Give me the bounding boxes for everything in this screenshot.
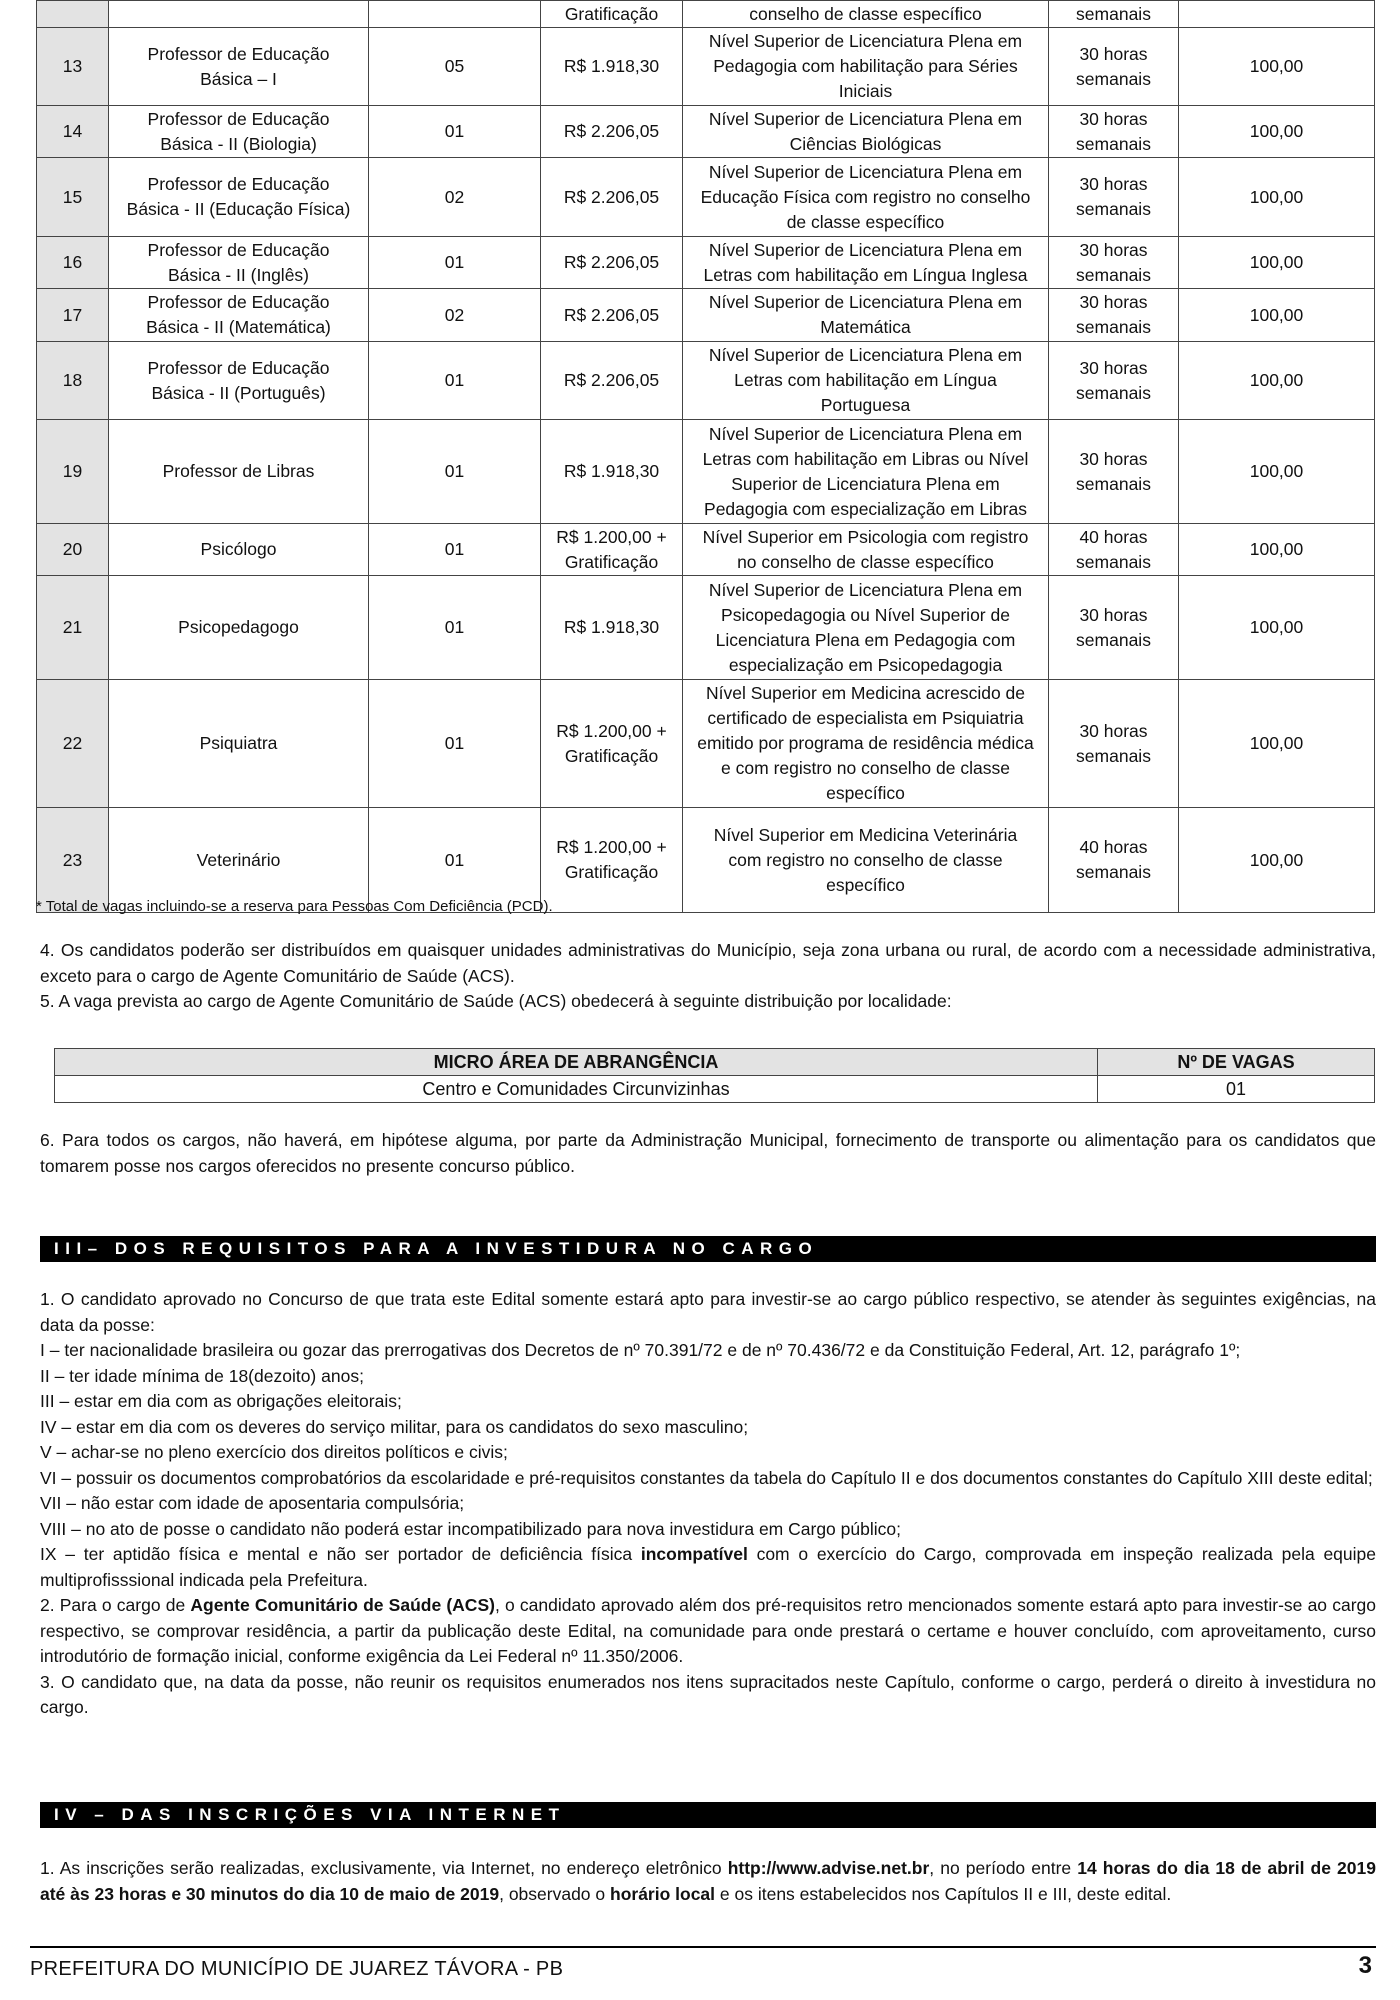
cell-vagas: 01 xyxy=(369,420,541,524)
cell-salario xyxy=(541,680,683,808)
cell-line: R$ 2.206,05 xyxy=(563,121,660,141)
cell-cargo xyxy=(109,808,369,913)
cell-salario xyxy=(541,524,683,576)
cell-line: Básica - II (Inglês) xyxy=(167,264,310,285)
cell-line: emitido por programa de residência médica xyxy=(697,733,1034,753)
cell-line: semanais xyxy=(1076,199,1151,219)
cell-line: 40 horas xyxy=(1079,837,1148,857)
cell-vagas: 01 xyxy=(369,576,541,680)
cell-salario xyxy=(541,158,683,237)
cell-requisito xyxy=(683,342,1049,420)
cell-line: Professor de Educação xyxy=(147,292,330,312)
acs-header-vagas: Nº DE VAGAS xyxy=(1098,1049,1375,1076)
cell-line: Psicopedagogo xyxy=(178,617,299,637)
cell-line: Nível Superior de Licenciatura Plena em xyxy=(708,31,1023,51)
cell-line: Superior de Licenciatura Plena em xyxy=(731,473,1000,494)
cell-line: R$ 1.200,00 + xyxy=(556,720,667,741)
footer-rule xyxy=(30,1946,1376,1948)
cell-taxa: 100,00 xyxy=(1179,342,1375,420)
cell-num: 14 xyxy=(37,106,109,158)
cell-num: 16 xyxy=(37,237,109,289)
cell-line: Licenciatura Plena em Pedagogia com xyxy=(715,629,1016,650)
cell-cargo xyxy=(109,524,369,576)
cell-line: de classe específico xyxy=(786,211,945,232)
cell-line: Psiquiatra xyxy=(199,733,278,753)
p1-text-4: e os itens estabelecidos nos Capítulos II e III, deste edital. xyxy=(715,1883,1172,1904)
cell-line: 30 horas xyxy=(1079,604,1148,625)
cell-line: Básica - II (Matemática) xyxy=(146,317,331,337)
cell-line: Nível Superior de Licenciatura Plena em xyxy=(708,579,1023,600)
table-row xyxy=(37,680,1375,808)
section-3-title: III– DOS REQUISITOS PARA A INVESTIDURA NO CARGO xyxy=(40,1236,1376,1262)
cell-carga xyxy=(1049,28,1179,106)
cell-line: Pedagogia com habilitação para Séries xyxy=(713,56,1018,76)
cell-line: Professor de Educação xyxy=(147,174,330,194)
cell-carga xyxy=(1049,237,1179,289)
cell-vagas: 01 xyxy=(369,342,541,420)
cell-line: 30 horas xyxy=(1079,239,1148,260)
cell-vagas: 01 xyxy=(369,237,541,289)
cell-requisito xyxy=(683,237,1049,289)
cell-line: Básica - II (Biologia) xyxy=(160,133,317,154)
cell-cargo xyxy=(109,420,369,524)
requirement-5: V – achar-se no pleno exercício dos direitos políticos e civis; xyxy=(40,1442,508,1462)
requirement-9-text-end: com o exercício do Cargo, comprovada em inspeção realizada pela equipe multiprofisssional indicada pela Prefeitura. xyxy=(40,1544,1377,1590)
cell-cargo xyxy=(109,106,369,158)
cell-cargo xyxy=(109,576,369,680)
cell-num xyxy=(37,1,109,28)
cell-line: 30 horas xyxy=(1079,357,1148,378)
requirement-3: III – estar em dia com as obrigações eleitorais; xyxy=(40,1391,402,1411)
cell-line: semanais xyxy=(1076,264,1151,285)
p1-text: 1. As inscrições serão realizadas, exclusivamente, via Internet, no endereço eletrônico xyxy=(40,1858,728,1878)
p1-text-3: , observado o xyxy=(499,1883,610,1904)
cell-carga xyxy=(1049,420,1179,524)
acs-area: Centro e Comunidades Circunvizinhas xyxy=(55,1076,1098,1103)
table-row xyxy=(37,808,1375,913)
cell-line: R$ 2.206,05 xyxy=(563,252,660,272)
table-row xyxy=(37,420,1375,524)
cell-num: 19 xyxy=(37,420,109,524)
p2-emphasis: Agente Comunitário de Saúde (ACS) xyxy=(190,1595,495,1615)
cell-line: 30 horas xyxy=(1079,108,1148,129)
cell-line: Ciências Biológicas xyxy=(789,133,942,154)
cell-line: Letras com habilitação em Língua Inglesa xyxy=(703,264,1028,285)
cell-line: Nível Superior de Licenciatura Plena em xyxy=(708,108,1023,129)
requirement-9 xyxy=(40,1542,1376,1593)
cell-line: Gratificação xyxy=(564,862,659,882)
registration-period: 14 horas do dia 18 de abril de 2019 até às 23 horas e 30 minutos do dia 10 de maio de 2019 xyxy=(40,1858,1376,1904)
requirement-9-emphasis: incompatível xyxy=(640,1544,748,1564)
item-4: 4. Os candidatos poderão ser distribuídos em quaisquer unidades administrativas do Município, seja zona urbana ou rural, de acordo com a necessidade administrativa, exceto para o cargo de Agente Comunitário de Saúde (ACS). xyxy=(40,940,1376,986)
cell-line: Educação Física com registro no conselho xyxy=(700,186,1031,207)
cell-salario xyxy=(541,237,683,289)
cell-vagas: 02 xyxy=(369,289,541,342)
cell-carga: semanais xyxy=(1049,1,1179,28)
cell-salario xyxy=(541,808,683,913)
cell-line: Veterinário xyxy=(196,849,281,870)
cell-line: Portuguesa xyxy=(820,395,911,415)
cell-carga xyxy=(1049,808,1179,913)
cell-salario xyxy=(541,420,683,524)
cell-line: semanais xyxy=(1076,68,1151,89)
cell-line: semanais xyxy=(1076,133,1151,154)
cell-line: Nível Superior em Medicina Veterinária xyxy=(713,824,1018,845)
cell-line: semanais xyxy=(1076,745,1151,766)
cell-line: semanais xyxy=(1076,862,1151,882)
cell-line: semanais xyxy=(1076,382,1151,403)
cell-taxa: 100,00 xyxy=(1179,28,1375,106)
cell-line: Gratificação xyxy=(564,745,659,766)
cell-line: Psicopedagogia ou Nível Superior de xyxy=(721,604,1010,625)
table-footnote: * Total de vagas incluindo-se a reserva para Pessoas Com Deficiência (PCD). xyxy=(36,898,553,915)
cell-requisito xyxy=(683,808,1049,913)
cell-line: Pedagogia com especialização em Libras xyxy=(704,498,1027,519)
cell-line: Letras com habilitação em Libras ou Nível xyxy=(702,448,1029,469)
cell-line: R$ 2.206,05 xyxy=(563,304,660,325)
requirement-9-text: IX – ter aptidão física e mental e não ser portador de deficiência física xyxy=(40,1544,641,1564)
cell-cargo xyxy=(109,158,369,237)
cell-line: com registro no conselho de classe xyxy=(728,849,1003,870)
cell-line: no conselho de classe específico xyxy=(737,551,994,572)
acs-header-row xyxy=(55,1049,1375,1076)
cell-line: Professor de Educação xyxy=(147,43,330,64)
section-3-body xyxy=(40,1287,1376,1721)
cell-salario xyxy=(541,576,683,680)
cell-line: Nível Superior de Licenciatura Plena em xyxy=(708,161,1023,182)
cell-cargo xyxy=(109,1,369,28)
document-page xyxy=(20,0,1380,2000)
cell-taxa: 100,00 xyxy=(1179,576,1375,680)
cell-line: específico xyxy=(826,874,905,895)
cell-carga xyxy=(1049,680,1179,808)
cell-requisito xyxy=(683,576,1049,680)
cell-line: Professor de Educação xyxy=(147,357,330,378)
cell-num: 21 xyxy=(37,576,109,680)
cell-vagas: 05 xyxy=(369,28,541,106)
local-time: horário local xyxy=(610,1883,716,1904)
cell-cargo xyxy=(109,342,369,420)
requirement-6: VI – possuir os documentos comprobatórios da escolaridade e pré-requisitos constantes da tabela do Capítulo II e dos documentos constantes do Capítulo XIII deste edital; xyxy=(40,1467,1373,1488)
cell-carga xyxy=(1049,342,1179,420)
cell-taxa: 100,00 xyxy=(1179,524,1375,576)
cell-cargo xyxy=(109,28,369,106)
requirement-1: I – ter nacionalidade brasileira ou gozar das prerrogativas dos Decretos de nº 70.391/72 e de nº 70.436/72 e da Constituição Federal, Art. 12, parágrafo 1º; xyxy=(40,1340,1241,1360)
cell-salario xyxy=(541,28,683,106)
cell-taxa xyxy=(1179,1,1375,28)
page-number: 3 xyxy=(1358,1952,1372,1979)
cell-line: e com registro no conselho de classe xyxy=(721,758,1010,778)
cell-line: certificado de especialista em Psiquiatria xyxy=(707,708,1024,728)
acs-row xyxy=(55,1076,1375,1103)
cell-vagas: 02 xyxy=(369,158,541,237)
table-row xyxy=(37,158,1375,237)
cell-taxa: 100,00 xyxy=(1179,237,1375,289)
cell-line: específico xyxy=(826,783,905,803)
cell-line: R$ 2.206,05 xyxy=(563,370,660,390)
cell-line: semanais xyxy=(1076,473,1151,494)
cell-line: Nível Superior de Licenciatura Plena em xyxy=(708,345,1023,365)
cell-requisito xyxy=(683,420,1049,524)
cell-requisito xyxy=(683,680,1049,808)
cell-num: 13 xyxy=(37,28,109,106)
cell-line: 40 horas xyxy=(1079,526,1148,547)
cell-line: 30 horas xyxy=(1079,174,1148,194)
cell-line: especialização em Psicopedagogia xyxy=(728,654,1003,675)
cell-line: R$ 1.918,30 xyxy=(563,617,660,637)
cell-line: Básica - II (Educação Física) xyxy=(126,199,351,219)
section-4-title: IV – DAS INSCRIÇÕES VIA INTERNET xyxy=(40,1802,1376,1828)
cell-cargo xyxy=(109,680,369,808)
cell-taxa: 100,00 xyxy=(1179,680,1375,808)
registration-url: http://www.advise.net.br xyxy=(727,1858,930,1878)
table-row xyxy=(37,342,1375,420)
acs-vagas: 01 xyxy=(1098,1076,1375,1103)
table-row xyxy=(37,106,1375,158)
cell-taxa: 100,00 xyxy=(1179,420,1375,524)
cell-cargo xyxy=(109,237,369,289)
cell-line: Básica - II (Português) xyxy=(151,382,326,403)
cell-line: Básica – I xyxy=(200,68,277,89)
cell-taxa: 100,00 xyxy=(1179,289,1375,342)
cell-num: 20 xyxy=(37,524,109,576)
requirement-2: II – ter idade mínima de 18(dezoito) anos; xyxy=(40,1365,364,1386)
cell-line: Nível Superior em Psicologia com registro xyxy=(702,526,1029,547)
item-6: 6. Para todos os cargos, não haverá, em hipótese alguma, por parte da Administração Municipal, fornecimento de transporte ou alimentação para os candidatos que tomarem posse nos cargos oferecidos no presente concurso público. xyxy=(40,1130,1376,1176)
cell-requisito xyxy=(683,524,1049,576)
section-3-p2 xyxy=(40,1593,1376,1670)
cell-requisito xyxy=(683,158,1049,237)
cell-line: semanais xyxy=(1076,629,1151,650)
cell-vagas: 01 xyxy=(369,106,541,158)
table-row xyxy=(37,576,1375,680)
cell-vagas xyxy=(369,1,541,28)
footer-org: PREFEITURA DO MUNICÍPIO DE JUAREZ TÁVORA - PB xyxy=(30,1958,564,1980)
cell-line: Psicólogo xyxy=(200,539,277,559)
section-3-p1: 1. O candidato aprovado no Concurso de que trata este Edital somente estará apto para investir-se ao cargo público respectivo, se atender às seguintes exigências, na data da posse: xyxy=(40,1289,1376,1335)
section-4-p1 xyxy=(40,1856,1376,1907)
table-row xyxy=(37,28,1375,106)
cell-num: 17 xyxy=(37,289,109,342)
cell-line: 30 horas xyxy=(1079,448,1148,469)
table-row xyxy=(37,524,1375,576)
cell-carga xyxy=(1049,524,1179,576)
cell-num: 23 xyxy=(37,808,109,913)
cell-requisito xyxy=(683,289,1049,342)
p2-text-end: , o candidato aprovado além dos pré-requisitos retro mencionados somente estará apto para investir-se ao cargo respectivo, se comprovar residência, a partir da publicação deste Edital, na comunidade para onde prestará o certame e houver concluído, com aproveitamento, curso introdutório de formação inicial, conforme exigência da Lei Federal nº 11.350/2006. xyxy=(40,1595,1376,1666)
p1-text-2: , no período entre xyxy=(929,1858,1078,1878)
cell-num: 18 xyxy=(37,342,109,420)
acs-table xyxy=(54,1048,1375,1103)
item-5: 5. A vaga prevista ao cargo de Agente Comunitário de Saúde (ACS) obedecerá à seguinte distribuição por localidade: xyxy=(40,991,952,1011)
cell-line: Professor de Libras xyxy=(162,461,315,481)
cell-line: Nível Superior em Medicina acrescido de xyxy=(705,683,1026,703)
cell-requisito xyxy=(683,28,1049,106)
cell-line: Professor de Educação xyxy=(147,108,330,129)
cell-line: Letras com habilitação em Língua xyxy=(734,370,997,390)
cell-line: Nível Superior de Licenciatura Plena em xyxy=(708,423,1023,444)
cell-salario xyxy=(541,106,683,158)
cell-salario xyxy=(541,342,683,420)
cell-line: 30 horas xyxy=(1079,292,1148,312)
table-row-partial xyxy=(37,1,1375,28)
cell-taxa: 100,00 xyxy=(1179,106,1375,158)
cell-line: R$ 1.200,00 + xyxy=(556,837,667,857)
cell-carga xyxy=(1049,158,1179,237)
cell-line: Iniciais xyxy=(838,81,893,101)
table-row xyxy=(37,289,1375,342)
cell-vagas: 01 xyxy=(369,524,541,576)
requirement-7: VII – não estar com idade de aposentaria compulsória; xyxy=(40,1493,465,1513)
cell-requisito xyxy=(683,106,1049,158)
cell-requisito: conselho de classe específico xyxy=(683,1,1049,28)
cell-salario xyxy=(541,289,683,342)
cell-line: Nível Superior de Licenciatura Plena em xyxy=(708,239,1023,260)
jobs-table xyxy=(36,0,1375,913)
cell-line: R$ 2.206,05 xyxy=(563,186,660,207)
cell-line: R$ 1.918,30 xyxy=(563,461,660,481)
acs-header-area: MICRO ÁREA DE ABRANGÊNCIA xyxy=(55,1049,1098,1076)
cell-line: Gratificação xyxy=(564,551,659,572)
cell-carga xyxy=(1049,289,1179,342)
cell-vagas: 01 xyxy=(369,808,541,913)
cell-line: R$ 1.918,30 xyxy=(563,56,660,76)
cell-line: Matemática xyxy=(820,317,911,337)
cell-taxa: 100,00 xyxy=(1179,808,1375,913)
cell-num: 15 xyxy=(37,158,109,237)
cell-carga xyxy=(1049,106,1179,158)
requirement-8: VIII – no ato de posse o candidato não poderá estar incompatibilizado para nova investidura em Cargo público; xyxy=(40,1518,901,1539)
cell-cargo xyxy=(109,289,369,342)
cell-num: 22 xyxy=(37,680,109,808)
cell-taxa: 100,00 xyxy=(1179,158,1375,237)
cell-line: 30 horas xyxy=(1079,43,1148,64)
cell-carga xyxy=(1049,576,1179,680)
requirement-4: IV – estar em dia com os deveres do serviço militar, para os candidatos do sexo masculino; xyxy=(40,1416,749,1437)
cell-line: Professor de Educação xyxy=(147,239,330,260)
cell-line: semanais xyxy=(1076,317,1151,337)
section-3-p3: 3. O candidato que, na data da posse, não reunir os requisitos enumerados nos itens supracitados neste Capítulo, conforme o cargo, perderá o direito à investidura no cargo. xyxy=(40,1671,1376,1717)
cell-line: Nível Superior de Licenciatura Plena em xyxy=(708,292,1023,312)
table-row xyxy=(37,237,1375,289)
cell-salario: Gratificação xyxy=(541,1,683,28)
cell-line: semanais xyxy=(1076,551,1151,572)
p2-text: 2. Para o cargo de xyxy=(40,1595,191,1615)
cell-vagas: 01 xyxy=(369,680,541,808)
cell-line: 30 horas xyxy=(1079,720,1148,741)
cell-line: R$ 1.200,00 + xyxy=(556,526,667,547)
